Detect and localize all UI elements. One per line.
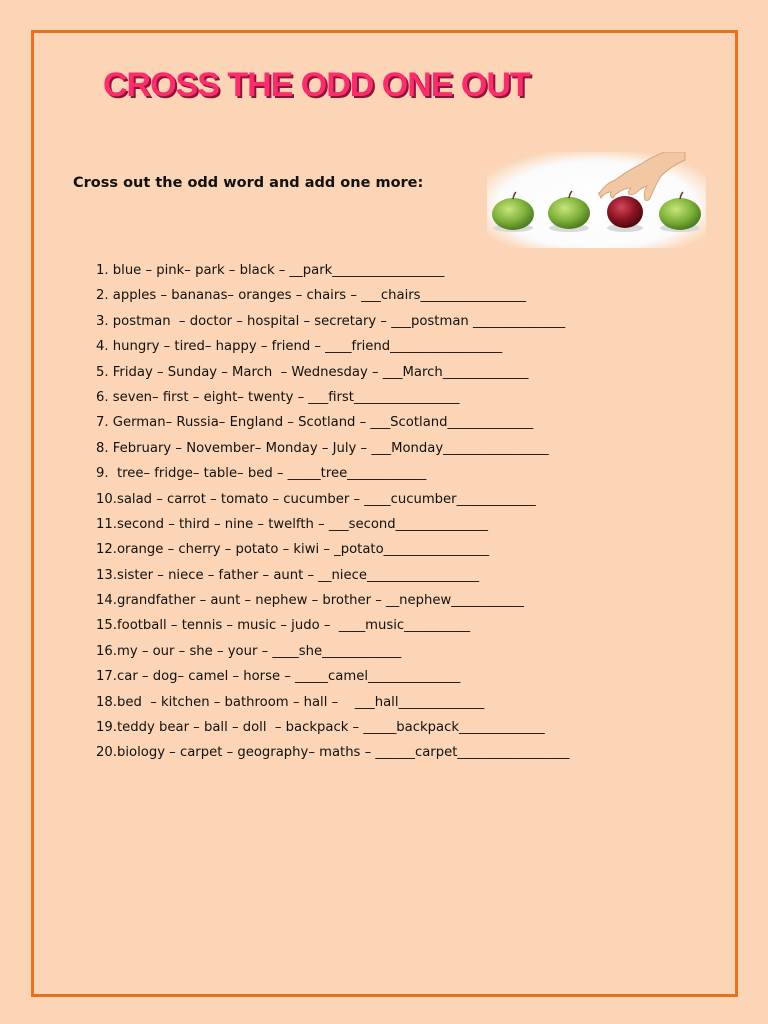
item-number: 12. xyxy=(96,542,117,558)
item-number: 14. xyxy=(96,593,117,609)
list-item xyxy=(96,615,569,640)
item-text: my – our – she – your – ____she____________ xyxy=(116,643,402,659)
list-item xyxy=(96,666,569,691)
item-text: seven– first – eight– twenty – ___first________________ xyxy=(108,389,460,405)
item-text: Friday – Sunday – March – Wednesday – ___March_____________ xyxy=(108,364,529,380)
item-number: 11. xyxy=(96,516,117,532)
list-item xyxy=(96,412,569,437)
item-number: 5. xyxy=(96,364,109,380)
item-text: blue – pink– park – black – __park_________________ xyxy=(108,263,445,278)
item-number: 13. xyxy=(96,567,117,583)
item-text: German– Russia– England – Scotland – ___Scotland_____________ xyxy=(108,415,534,431)
list-item xyxy=(96,311,569,336)
item-text: bed – kitchen – bathroom – hall – ___hall_____________ xyxy=(116,694,485,710)
item-text: biology – carpet – geography– maths – ______carpet_________________ xyxy=(116,745,570,761)
list-item xyxy=(96,362,569,387)
item-text: football – tennis – music – judo – ____music__________ xyxy=(116,618,471,634)
item-text: tree– fridge– table– bed – _____tree____________ xyxy=(108,466,427,482)
item-number: 8. xyxy=(96,440,109,456)
item-text: sister – niece – father – aunt – __niece_________________ xyxy=(116,567,480,583)
list-item xyxy=(96,539,569,564)
item-text: orange – cherry – potato – kiwi – _potato________________ xyxy=(116,542,490,558)
item-text: salad – carrot – tomato – cucumber – ____cucumber____________ xyxy=(116,491,536,507)
item-text: apples – bananas– oranges – chairs – ___chairs________________ xyxy=(108,288,527,304)
item-number: 6. xyxy=(96,389,109,405)
list-item xyxy=(96,565,569,590)
list-item xyxy=(96,742,569,767)
list-item xyxy=(96,641,569,666)
list-item xyxy=(96,692,569,717)
item-text: postman – doctor – hospital – secretary – ___postman ______________ xyxy=(108,313,566,329)
item-text: February – November– Monday – July – ___Monday________________ xyxy=(108,440,549,456)
list-item xyxy=(96,336,569,361)
item-text: grandfather – aunt – nephew – brother – __nephew___________ xyxy=(116,593,524,609)
item-number: 9. xyxy=(96,466,109,482)
list-item xyxy=(96,438,569,463)
item-number: 4. xyxy=(96,339,109,355)
instructions: Cross out the odd word and add one more: xyxy=(73,175,424,191)
item-number: 1. xyxy=(96,263,109,278)
list-item xyxy=(96,285,569,310)
item-number: 7. xyxy=(96,415,109,431)
list-item xyxy=(96,489,569,514)
item-text: teddy bear – ball – doll – backpack – _____backpack_____________ xyxy=(116,720,545,736)
item-number: 19. xyxy=(96,720,117,736)
item-number: 20. xyxy=(96,745,117,761)
item-text: car – dog– camel – horse – _____camel______________ xyxy=(116,669,461,685)
item-text: second – third – nine – twelfth – ___second______________ xyxy=(116,516,488,532)
apples-red-one-icon xyxy=(487,152,706,248)
worksheet-title: CROSS THE ODD ONE OUT xyxy=(103,66,530,104)
list-item xyxy=(96,260,569,285)
item-number: 10. xyxy=(96,491,117,507)
exercise-list xyxy=(96,260,569,768)
item-number: 17. xyxy=(96,669,117,685)
list-item xyxy=(96,387,569,412)
item-number: 3. xyxy=(96,313,109,329)
list-item xyxy=(96,717,569,742)
item-text: hungry – tired– happy – friend – ____friend_________________ xyxy=(108,339,503,355)
item-number: 18. xyxy=(96,694,117,710)
item-number: 16. xyxy=(96,643,117,659)
list-item xyxy=(96,514,569,539)
item-number: 2. xyxy=(96,288,109,304)
item-number: 15. xyxy=(96,618,117,634)
list-item xyxy=(96,590,569,615)
list-item xyxy=(96,463,569,488)
